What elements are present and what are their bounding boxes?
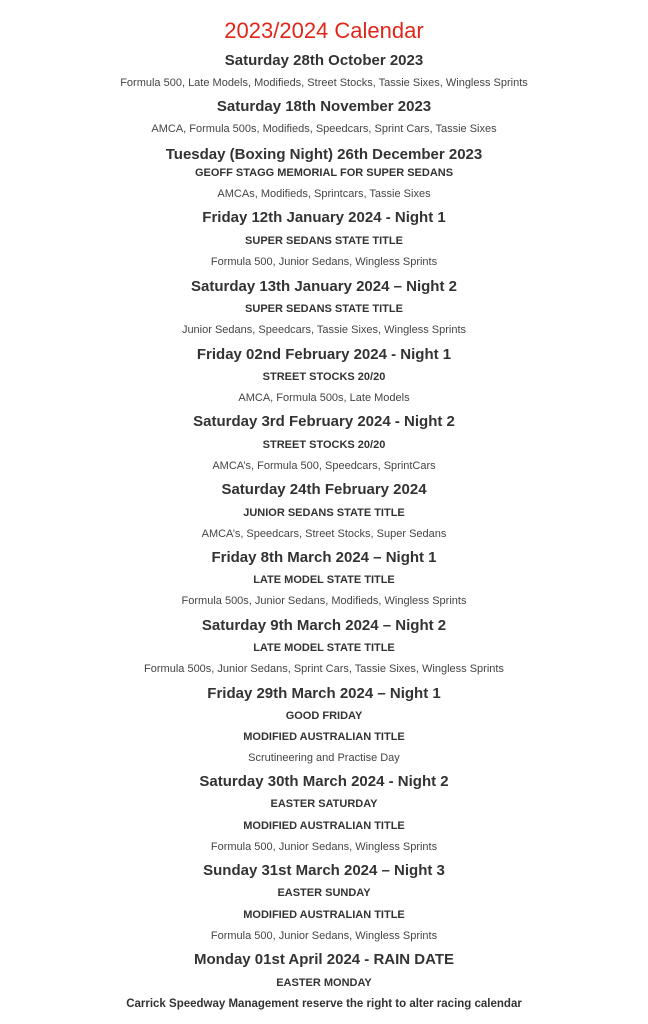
event-date: Saturday 3rd February 2024 - Night 2 <box>193 413 455 430</box>
event-classes: AMCA’s, Speedcars, Street Stocks, Super Sedans <box>201 528 447 540</box>
event-note: GOOD FRIDAY <box>285 710 363 722</box>
event-date: Saturday 28th October 2023 <box>224 52 424 69</box>
event-note: EASTER MONDAY <box>276 977 372 989</box>
event-classes: Junior Sedans, Speedcars, Tassie Sixes, Wingless Sprints <box>181 324 467 336</box>
event-classes: Scrutineering and Practise Day <box>248 752 400 764</box>
event-date: Saturday 18th November 2023 <box>216 98 432 115</box>
event-note: GEOFF STAGG MEMORIAL FOR SUPER SEDANS <box>194 167 454 179</box>
event-note: STREET STOCKS 20/20 <box>262 439 386 451</box>
event-classes: Formula 500s, Junior Sedans, Modifieds, Wingless Sprints <box>181 595 467 607</box>
event-classes: AMCA’s, Formula 500, Speedcars, SprintCars <box>212 460 436 472</box>
event-classes: Formula 500, Junior Sedans, Wingless Sprints <box>210 256 438 268</box>
event-note: LATE MODEL STATE TITLE <box>253 642 395 654</box>
event-date: Tuesday (Boxing Night) 26th December 2023 <box>165 146 483 163</box>
footer-disclaimer: Carrick Speedway Management reserve the right to alter racing calendar <box>126 998 522 1010</box>
event-date: Saturday 24th February 2024 <box>221 481 427 498</box>
event-date: Saturday 13th January 2024 – Night 2 <box>191 278 457 295</box>
event-note: EASTER SATURDAY <box>270 798 378 810</box>
event-date: Friday 29th March 2024 – Night 1 <box>207 685 441 702</box>
event-classes: AMCAs, Modifieds, Sprintcars, Tassie Sixes <box>217 188 431 200</box>
event-note: MODIFIED AUSTRALIAN TITLE <box>243 820 405 832</box>
event-note: STREET STOCKS 20/20 <box>262 371 386 383</box>
event-classes: Formula 500s, Junior Sedans, Sprint Cars, Tassie Sixes, Wingless Sprints <box>144 663 504 675</box>
event-note: EASTER SUNDAY <box>277 887 371 899</box>
event-note: SUPER SEDANS STATE TITLE <box>245 303 403 315</box>
event-classes: Formula 500, Late Models, Modifieds, Street Stocks, Tassie Sixes, Wingless Sprints <box>120 77 528 89</box>
event-classes: AMCA, Formula 500s, Modifieds, Speedcars, Sprint Cars, Tassie Sixes <box>151 123 497 135</box>
event-date: Friday 02nd February 2024 - Night 1 <box>196 346 452 363</box>
event-note: SUPER SEDANS STATE TITLE <box>245 235 403 247</box>
event-note: JUNIOR SEDANS STATE TITLE <box>243 507 405 519</box>
event-note: MODIFIED AUSTRALIAN TITLE <box>243 731 405 743</box>
event-note: LATE MODEL STATE TITLE <box>253 574 395 586</box>
page-title: 2023/2024 Calendar <box>224 18 424 43</box>
event-classes: AMCA, Formula 500s, Late Models <box>238 392 410 404</box>
event-note: MODIFIED AUSTRALIAN TITLE <box>243 909 405 921</box>
event-classes: Formula 500, Junior Sedans, Wingless Sprints <box>210 841 438 853</box>
event-date: Saturday 30th March 2024 - Night 2 <box>199 773 449 790</box>
event-date: Friday 12th January 2024 - Night 1 <box>202 209 446 226</box>
event-date: Monday 01st April 2024 - RAIN DATE <box>193 951 455 968</box>
event-date: Friday 8th March 2024 – Night 1 <box>211 549 437 566</box>
event-classes: Formula 500, Junior Sedans, Wingless Sprints <box>210 930 438 942</box>
event-date: Sunday 31st March 2024 – Night 3 <box>203 862 445 879</box>
event-date: Saturday 9th March 2024 – Night 2 <box>201 617 447 634</box>
